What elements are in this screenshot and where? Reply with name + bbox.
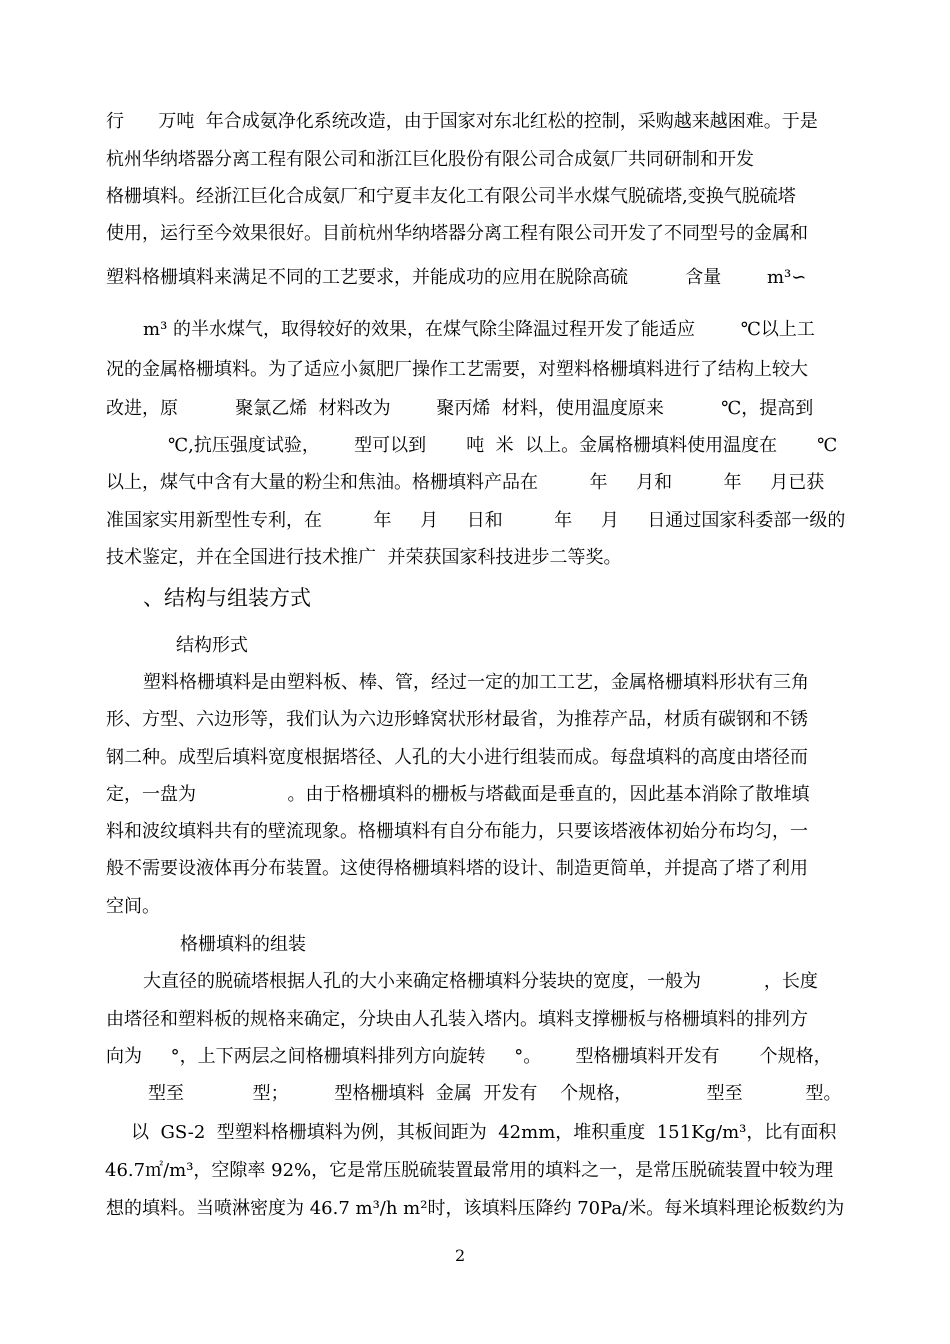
text-line: 空间。	[106, 896, 160, 917]
text-line: 塑料格栅填料是由塑料板、棒、管，经过一定的加工工艺，金属格栅填料形状有三角	[143, 672, 809, 693]
subsection-heading: 结构形式	[176, 635, 248, 656]
text-line: 格栅填料。经浙江巨化合成氨厂和宁夏丰友化工有限公司半水煤气脱硫塔,变换气脱硫塔	[106, 186, 796, 207]
text-line: 形、方型、六边形等，我们认为六边形蜂窝状形材最省，为推荐产品，材质有碳钢和不锈	[106, 709, 808, 730]
text-line: 钢二种。成型后填料宽度根据塔径、人孔的大小进行组装而成。每盘填料的高度由塔径而	[106, 747, 808, 768]
text-line: 使用，运行至今效果很好。目前杭州华纳塔器分离工程有限公司开发了不同型号的金属和	[106, 223, 808, 244]
text-line: 向为 °，上下两层之间格栅填料排列方向旋转 °。 型格栅填料开发有 个规格，	[106, 1046, 832, 1067]
text-line: 定，一盘为 。由于格栅填料的栅板与塔截面是垂直的，因此基本消除了散堆填	[106, 784, 810, 805]
text-line: 准国家实用新型性专利，在 年 月 日和 年 月 日通过国家科委部一级的	[106, 510, 846, 531]
text-line: 改进，原 聚氯乙烯 材料改为 聚丙烯 材料，使用温度原来 ℃，提高到	[106, 398, 814, 419]
section-heading: 、结构与组装方式	[143, 586, 311, 610]
text-line: 杭州华纳塔器分离工程有限公司和浙江巨化股份有限公司合成氨厂共同研制和开发	[106, 149, 754, 170]
text-line: 况的金属格栅填料。为了适应小氮肥厂操作工艺需要，对塑料格栅填料进行了结构上较大	[106, 359, 808, 380]
text-line: 想的填料。当喷淋密度为 46.7 m³/h m²时，该填料压降约 70Pa/米。每米填料理论板数约为	[106, 1198, 845, 1219]
text-line: 46.7㎡/m³，空隙率 92%，它是常压脱硫装置最常用的填料之一，是常压脱硫装置中较为理	[105, 1160, 834, 1181]
text-line: 以上，煤气中含有大量的粉尘和焦油。格栅填料产品在 年 月和 年 月已获	[106, 472, 825, 493]
text-line: 塑料格栅填料来满足不同的工艺要求，并能成功的应用在脱除高硫 含量 m³∽	[106, 267, 807, 288]
text-line: 由塔径和塑料板的规格来确定，分块由人孔装入塔内。填料支撑栅板与格栅填料的排列方	[106, 1009, 808, 1030]
page-number: 2	[455, 1246, 466, 1265]
text-line: 技术鉴定，并在全国进行技术推广 并荣获国家科技进步二等奖。	[106, 547, 622, 568]
text-line: 般不需要设液体再分布装置。这使得格栅填料塔的设计、制造更简单，并提高了塔了利用	[106, 858, 808, 879]
text-line: m³ 的半水煤气，取得较好的效果，在煤气除尘降温过程开发了能适应 ℃以上工	[143, 319, 815, 340]
text-line: 大直径的脱硫塔根据人孔的大小来确定格栅填料分装块的宽度，一般为 ，长度	[143, 971, 818, 992]
text-line: 行 万吨 年合成氨净化系统改造，由于国家对东北红松的控制，采购越来越困难。于是	[106, 111, 818, 132]
subsection-heading: 格栅填料的组装	[180, 934, 306, 955]
text-line: 型至 型； 型格栅填料 金属 开发有 个规格， 型至 型。	[148, 1083, 842, 1104]
text-line: 以 GS-2 型塑料格栅填料为例，其板间距为 42mm，堆积重度 151Kg/m³，比有面积	[131, 1122, 837, 1143]
text-line: 料和波纹填料共有的壁流现象。格栅填料有自分布能力，只要该塔液体初始分布均匀，一	[106, 821, 808, 842]
text-line: ℃,抗压强度试验， 型可以到 吨 米 以上。金属格栅填料使用温度在 ℃	[168, 435, 838, 456]
